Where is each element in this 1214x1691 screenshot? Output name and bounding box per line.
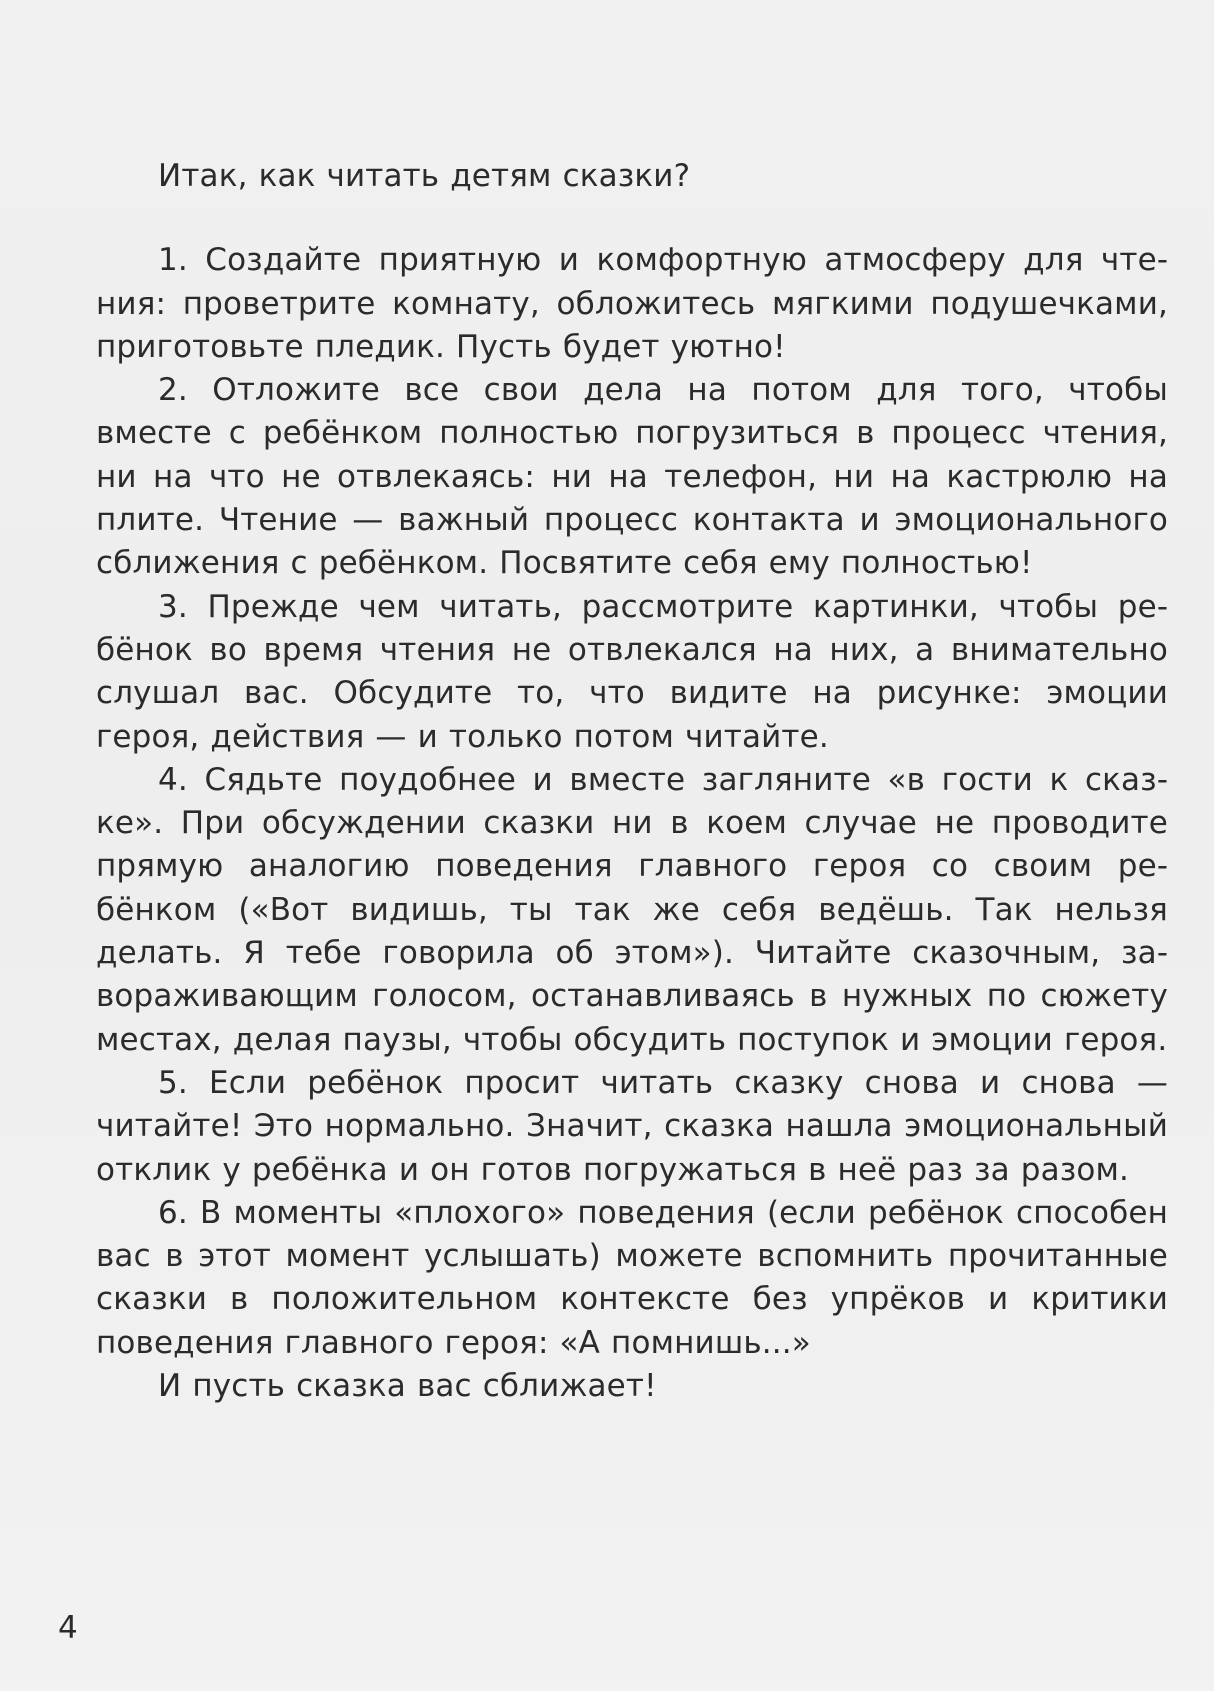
tip-paragraph-3: 3. Прежде чем читать, рассмотрите картинки, чтобы ребёнок во время чтения не отвлекался на них, а внимательно слушал вас. Обсудите то, что видите на рисунке: эмоции героя, действия — и только потом читайте. <box>96 588 1168 755</box>
closing-line: И пусть сказка вас сближает! <box>158 1368 657 1405</box>
tip-paragraph-2: 2. Отложите все свои дела на потом для того, чтобы вместе с ребёнком полностью погрузиться в процесс чтения, ни на что не отвлекаясь: ни на телефон, ни на кастрюлю на плите. Чтение — важный процесс контакта и эмоционального сближения с ребёнком. Посвятите себя ему полностью! <box>96 372 1168 582</box>
tip-paragraph-5: 5. Если ребёнок просит читать сказку снова и снова — читайте! Это нормально. Значит, сказка нашла эмоциональный отклик у ребёнка и он готов погружаться в неё раз за разом. <box>96 1064 1168 1188</box>
tip-paragraph-6: 6. В моменты «плохого» поведения (если ребёнок способен вас в этот момент услышать) можете вспомнить прочитанные сказки в положительном контексте без упрёков и критики поведения главного героя: «А помнишь...» <box>96 1194 1168 1361</box>
tip-paragraph-4: 4. Сядьте поудобнее и вместе загляните «в гости к сказке». При обсуждении сказки ни в коем случае не проводите прямую аналогию поведения главного героя со своим ребёнком («Вот видишь, ты так же себя ведёшь. Так нельзя делать. Я тебе говорила об этом»). Читайте сказочным, завораживающим голосом, останавливаясь в нужных по сюжету местах, делая паузы, чтобы обсудить поступок и эмоции героя. <box>96 761 1168 1058</box>
tip-paragraph-1: 1. Создайте приятную и комфортную атмосферу для чтения: проветрите комнату, обложитесь мягкими подушечками, приготовьте пледик. Пусть будет уютно! <box>96 242 1168 365</box>
page-number: 4 <box>58 1610 78 1646</box>
document-body <box>96 155 1168 1408</box>
intro-question: Итак, как читать детям сказки? <box>158 158 691 194</box>
